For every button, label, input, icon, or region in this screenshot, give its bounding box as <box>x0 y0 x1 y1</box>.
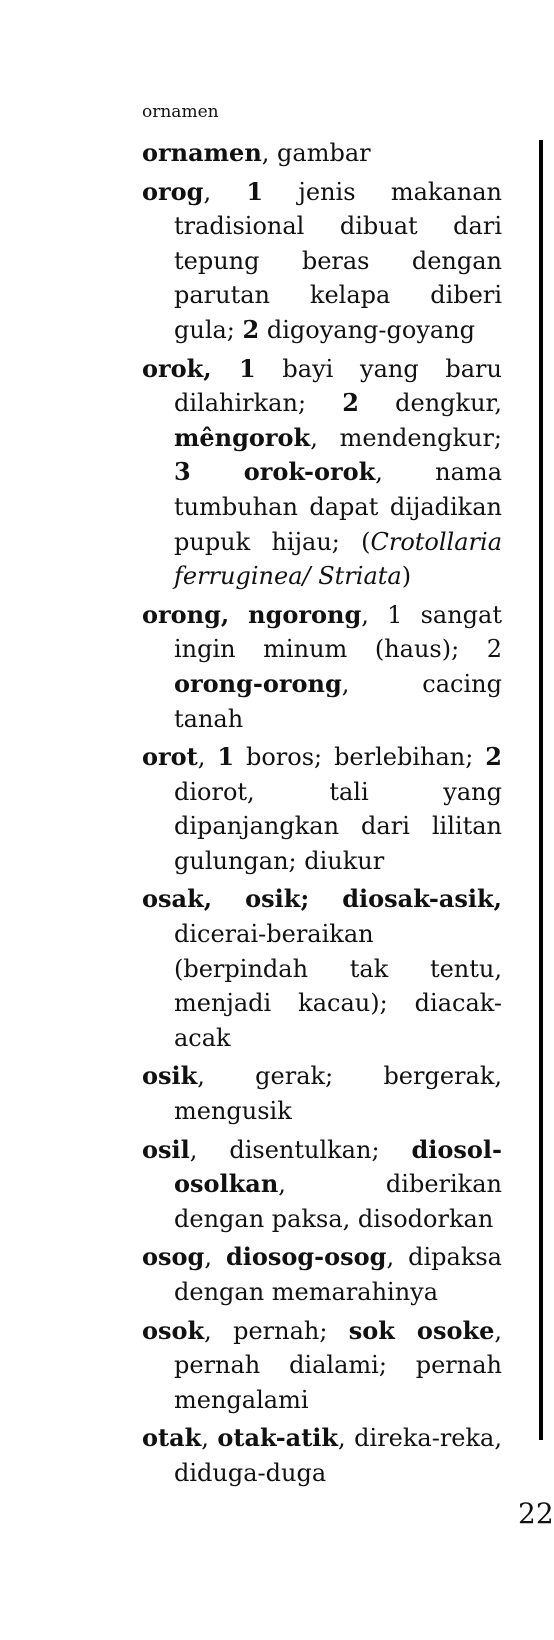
headword-text: orok, 1 <box>142 353 256 383</box>
headword-text: sok osoke <box>348 1315 495 1345</box>
definition-text: , cacing tanah <box>174 669 502 733</box>
definition-text: , dipaksa dengan memarahinya <box>174 1243 502 1306</box>
dictionary-entry-osog <box>142 1240 502 1309</box>
definition-text: ) <box>401 562 412 591</box>
headword-text: otak <box>142 1423 202 1453</box>
headword-text: 2 <box>342 388 359 418</box>
definition-text: , <box>204 1243 226 1272</box>
definition-text: , gambar <box>261 139 371 167</box>
definition-text: , pernah; <box>204 1316 349 1345</box>
headword-text: osak, osik; diosak-asik, <box>142 884 502 914</box>
headword-text: osik <box>142 1061 198 1091</box>
headword-text: otak-atik <box>217 1423 339 1453</box>
definition-text: dengkur, <box>358 389 502 418</box>
dictionary-entry-otak <box>142 1421 502 1490</box>
dictionary-entries <box>142 136 502 1495</box>
definition-text: , diberikan dengan paksa, disodorkan <box>174 1170 502 1233</box>
headword-text: osok <box>142 1315 205 1345</box>
headword-text: ornamen <box>142 138 262 167</box>
definition-text: boros; berlebihan; <box>234 743 486 772</box>
headword-text: 2 <box>242 314 260 344</box>
dictionary-entry-osak <box>142 882 502 1055</box>
definition-text: jenis makanan tradisional dibuat dari tepung beras dengan parutan kelapa diberi gula; <box>174 177 502 344</box>
definition-text: , direka-reka, diduga-duga <box>174 1424 502 1487</box>
definition-text: , 1 sangat ingin minum (haus); 2 <box>174 600 502 664</box>
definition-text: diorot, tali yang dipanjangkan dari lilitan gulungan; diukur <box>174 777 502 875</box>
definition-text: , pernah dialami; pernah mengalami <box>174 1316 502 1414</box>
definition-text: , <box>203 177 247 206</box>
dictionary-entry-orot <box>142 740 502 878</box>
dictionary-entry-orok <box>142 352 502 594</box>
headword-text: orong, ngorong <box>142 599 362 629</box>
vertical-rule <box>539 140 543 1440</box>
dictionary-entry-osil <box>142 1133 502 1237</box>
headword-text: 1 <box>217 742 235 772</box>
headword-text: 3 orok-orok <box>174 457 376 487</box>
definition-text: , gerak; bergerak, mengusik <box>174 1062 502 1126</box>
running-head: ornamen <box>142 102 219 122</box>
definition-text: digoyang-goyang <box>259 315 476 344</box>
headword-text: osog <box>142 1242 205 1272</box>
headword-text: mêngorok <box>174 422 311 452</box>
headword-text: 1 <box>246 176 264 206</box>
headword-text: diosog-osog <box>225 1242 387 1272</box>
definition-text: , nama tumbuhan dapat dijadikan pupuk hijau; ( <box>174 458 502 556</box>
dictionary-entry-orong <box>142 598 502 736</box>
definition-text: , disentulkan; <box>189 1135 412 1164</box>
page-number: 22 <box>518 1497 554 1530</box>
headword-text: orot <box>142 742 198 772</box>
dictionary-entry-orog <box>142 175 502 348</box>
dictionary-entry-osik <box>142 1059 502 1128</box>
headword-text: orong-orong <box>174 668 342 698</box>
definition-text: bayi yang baru dilahirkan; <box>174 354 502 418</box>
headword-text: osil <box>142 1134 190 1164</box>
latin-name-text: Crotollaria ferruginea/ Striata <box>174 527 502 591</box>
headword-text: orog <box>142 176 204 206</box>
definition-text: dicerai-beraikan (berpindah tak tentu, menjadi kacau); diacak-acak <box>174 920 502 1052</box>
definition-text: , <box>201 1424 218 1453</box>
definition-text: , mendengkur; <box>310 423 502 452</box>
dictionary-entry-osok <box>142 1314 502 1418</box>
definition-text: , <box>197 743 218 772</box>
dictionary-entry-ornamen <box>142 136 502 171</box>
headword-text: diosol-osolkan <box>174 1134 502 1199</box>
headword-text: 2 <box>485 742 502 772</box>
